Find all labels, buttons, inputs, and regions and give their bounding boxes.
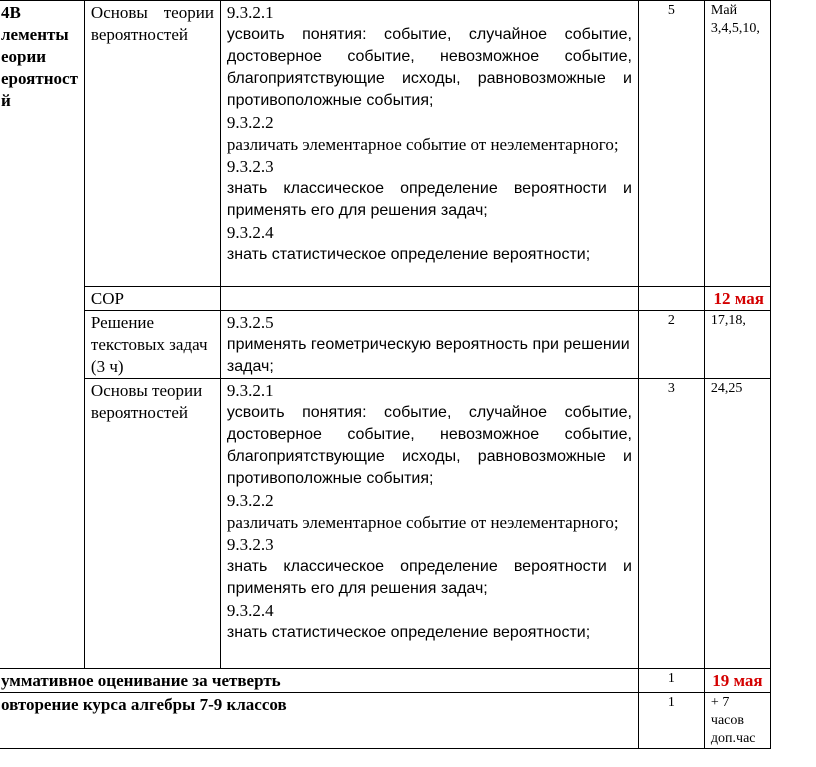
topic-line: ероятност [1, 69, 78, 88]
objective-text: знать статистическое определение вероятности; [226, 246, 591, 263]
objective-code: 9.3.2.1 [226, 381, 274, 400]
hours-cell: 2 [638, 311, 704, 379]
summary-label: овторение курса алгебры 7-9 классов [0, 693, 638, 749]
hours-cell: 1 [638, 669, 704, 693]
date-cell: + 7 часов доп.час [704, 693, 770, 749]
objective-text: различать элементарное событие от неэлементарного; [226, 513, 619, 532]
subtopic-cell: Основы теории вероятностей [84, 1, 220, 287]
table-row [0, 1, 770, 287]
objectives-cell [220, 311, 638, 379]
objective-code: 9.3.2.3 [226, 535, 274, 554]
table-row [0, 311, 770, 379]
date-cell: 19 мая [704, 669, 770, 693]
date-cell: Май 3,4,5,10, [704, 1, 770, 287]
topic-line: еории [1, 47, 47, 66]
objective-text: усвоить понятия: событие, случайное событие, достоверное событие, невозможное событие, благоприятствующие исходы, равновозможные и противоположные события; [226, 26, 632, 109]
objective-text: усвоить понятия: событие, случайное событие, достоверное событие, невозможное событие, благоприятствующие исходы, равновозможные и противоположные события; [226, 404, 632, 487]
table-row [0, 379, 770, 669]
objective-code: 9.3.2.5 [226, 313, 274, 332]
topic-line: й [1, 91, 11, 110]
objective-text: различать элементарное событие от неэлементарного; [226, 135, 619, 154]
table-row [0, 669, 770, 693]
objective-code: 9.3.2.2 [226, 491, 274, 510]
objectives-cell [220, 287, 638, 311]
date-cell: 24,25 [704, 379, 770, 669]
objectives-cell [220, 379, 638, 669]
hours-cell: 3 [638, 379, 704, 669]
topic-line: лементы [1, 25, 69, 44]
hours-cell [638, 287, 704, 311]
topic-line: 4В [1, 3, 21, 22]
subtopic-cell: Основы теории вероятностей [84, 379, 220, 669]
table-row [0, 693, 770, 749]
summary-label: уммативное оценивание за четверть [0, 669, 638, 693]
subtopic-cell: СОР [84, 287, 220, 311]
date-cell: 17,18, [704, 311, 770, 379]
objective-code: 9.3.2.2 [226, 113, 274, 132]
objective-code: 9.3.2.1 [226, 3, 274, 22]
objective-text: применять геометрическую вероятность при решении задач; [226, 336, 630, 375]
table-row [0, 287, 770, 311]
objective-code: 9.3.2.3 [226, 157, 274, 176]
hours-cell: 1 [638, 693, 704, 749]
objective-code: 9.3.2.4 [226, 223, 274, 242]
objectives-cell [220, 1, 638, 287]
hours-cell: 5 [638, 1, 704, 287]
topic-cell [0, 1, 84, 669]
date-cell: 12 мая [704, 287, 770, 311]
objective-text: знать классическое определение вероятности и применять его для решения задач; [226, 180, 632, 219]
objective-text: знать статистическое определение вероятности; [226, 624, 591, 641]
objective-text: знать классическое определение вероятности и применять его для решения задач; [226, 558, 632, 597]
subtopic-cell: Решение текстовых задач (3 ч) [84, 311, 220, 379]
objective-code: 9.3.2.4 [226, 601, 274, 620]
